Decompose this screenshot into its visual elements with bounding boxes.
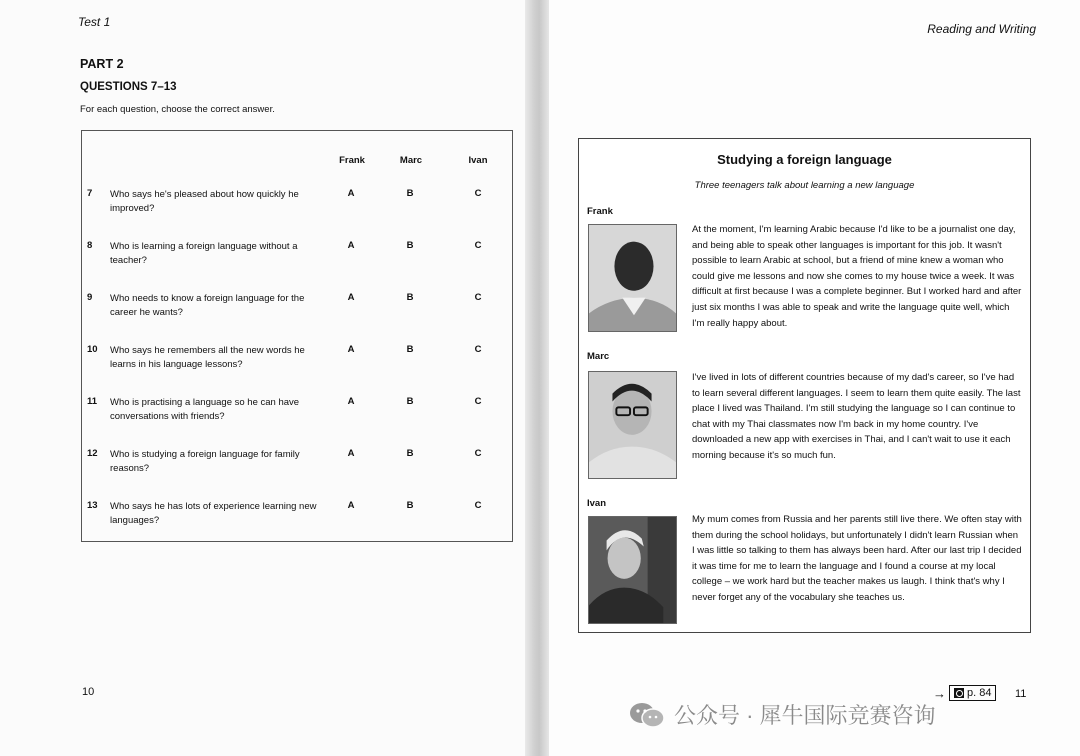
- photo-marc: [588, 371, 677, 479]
- column-header-ivan: Ivan: [468, 155, 488, 166]
- question-number: 11: [87, 396, 98, 407]
- question-number: 8: [87, 240, 93, 251]
- paragraph-frank: At the moment, I'm learning Arabic because I'd like to be a journalist one day, and being able to speak other languages is important for this job. It wasn't possible to learn Arabic at school, but a friend of mine knew a woman who could give me lessons and now she comes to my house twice a week. It was difficult at first because I was a complete beginner. But I worked hard and after just six months I was able to speak and write the language quite well, which I'm really happy about.: [692, 224, 1022, 329]
- question-row: [82, 238, 514, 278]
- answer-option-a[interactable]: A: [347, 344, 355, 355]
- answer-option-a[interactable]: A: [347, 500, 355, 511]
- question-number: 13: [87, 500, 98, 511]
- question-row: [82, 342, 514, 382]
- answer-option-c[interactable]: C: [474, 292, 482, 303]
- question-row: [82, 394, 514, 434]
- instruction-text: For each question, choose the correct answer.: [80, 104, 275, 115]
- part-heading: PART 2: [80, 57, 124, 71]
- reference-text: p. 84: [967, 687, 992, 699]
- question-text: Who needs to know a foreign language for the career he wants?: [110, 293, 305, 318]
- questions-range: QUESTIONS 7–13: [80, 81, 177, 93]
- question-text: Who is studying a foreign language for family reasons?: [110, 449, 300, 474]
- question-text: Who says he has lots of experience learning new languages?: [110, 501, 317, 526]
- answer-option-c[interactable]: C: [474, 344, 482, 355]
- answer-option-b[interactable]: B: [406, 292, 414, 303]
- question-row: [82, 186, 514, 226]
- question-number: 7: [87, 188, 93, 199]
- reading-text-box: [578, 138, 1031, 633]
- right-page: [549, 0, 1080, 756]
- answer-option-b[interactable]: B: [406, 396, 414, 407]
- answer-option-a[interactable]: A: [347, 448, 355, 459]
- page-reference: [933, 685, 996, 701]
- answer-option-b[interactable]: B: [406, 188, 414, 199]
- answer-option-a[interactable]: A: [347, 240, 355, 251]
- search-icon: [954, 688, 964, 698]
- answer-option-c[interactable]: C: [474, 396, 482, 407]
- person-name-frank: Frank: [587, 206, 613, 217]
- article-title: Studying a foreign language: [717, 152, 892, 167]
- answer-option-b[interactable]: B: [406, 240, 414, 251]
- page-number-left: 10: [82, 686, 95, 698]
- person-name-ivan: Ivan: [587, 498, 607, 509]
- answer-option-c[interactable]: C: [474, 188, 482, 199]
- answer-option-c[interactable]: C: [474, 500, 482, 511]
- wechat-icon: [628, 701, 666, 729]
- question-number: 9: [87, 292, 93, 303]
- question-number: 10: [87, 344, 98, 355]
- watermark: [628, 699, 936, 730]
- question-row: [82, 290, 514, 330]
- left-page: [0, 0, 525, 756]
- question-text: Who says he's pleased about how quickly he improved?: [110, 189, 299, 214]
- question-row: [82, 446, 514, 486]
- answer-option-c[interactable]: C: [474, 448, 482, 459]
- column-header-frank: Frank: [339, 155, 365, 166]
- question-number: 12: [87, 448, 98, 459]
- watermark-text: 公众号 · 犀牛国际竞赛咨询: [674, 703, 936, 728]
- question-text: Who says he remembers all the new words he learns in his language lessons?: [110, 345, 305, 370]
- answer-option-a[interactable]: A: [347, 188, 355, 199]
- answer-option-c[interactable]: C: [474, 240, 482, 251]
- question-text: Who is learning a foreign language without a teacher?: [110, 241, 298, 266]
- person-name-marc: Marc: [587, 351, 610, 362]
- book-gutter: [525, 0, 549, 756]
- running-header-left: Test 1: [78, 15, 111, 29]
- photo-frank: [588, 224, 677, 332]
- question-text: Who is practising a language so he can have conversations with friends?: [110, 397, 300, 422]
- answer-option-b[interactable]: B: [406, 344, 414, 355]
- answer-option-b[interactable]: B: [406, 500, 414, 511]
- arrow-right-icon: →: [933, 685, 946, 701]
- photo-ivan: [588, 516, 677, 624]
- paragraph-ivan: My mum comes from Russia and her parents still live there. We often stay with them during the school holidays, but unfortunately I didn't learn Russian when I was little so talking to them has always been hard. After our last trip I decided it was time for me to learn the language and I found a course at my local college – we work hard but the teacher makes us laugh. I think that's why I never forget any of the vocabulary she teaches us.: [692, 514, 1022, 603]
- paragraph-marc: I've lived in lots of different countries because of my dad's career, so I've had to learn several different languages. I seem to learn them quite easily. The last place I lived was Thailand. I'm still studying the language so I can continue to chat with my Thai classmates now I'm back in my home country. I've downloaded a new app with exercises in Thai, and I can't wait to use it each morning because it's so much fun.: [692, 372, 1021, 461]
- questions-table: [81, 130, 513, 542]
- reference-box: [949, 685, 996, 701]
- answer-option-b[interactable]: B: [406, 448, 414, 459]
- answer-option-a[interactable]: A: [347, 292, 355, 303]
- question-row: [82, 498, 514, 538]
- answer-option-a[interactable]: A: [347, 396, 355, 407]
- page-number-right: 11: [1015, 688, 1027, 700]
- running-header-right: Reading and Writing: [927, 22, 1036, 36]
- article-subtitle: Three teenagers talk about learning a new language: [694, 180, 915, 191]
- column-header-marc: Marc: [399, 155, 423, 166]
